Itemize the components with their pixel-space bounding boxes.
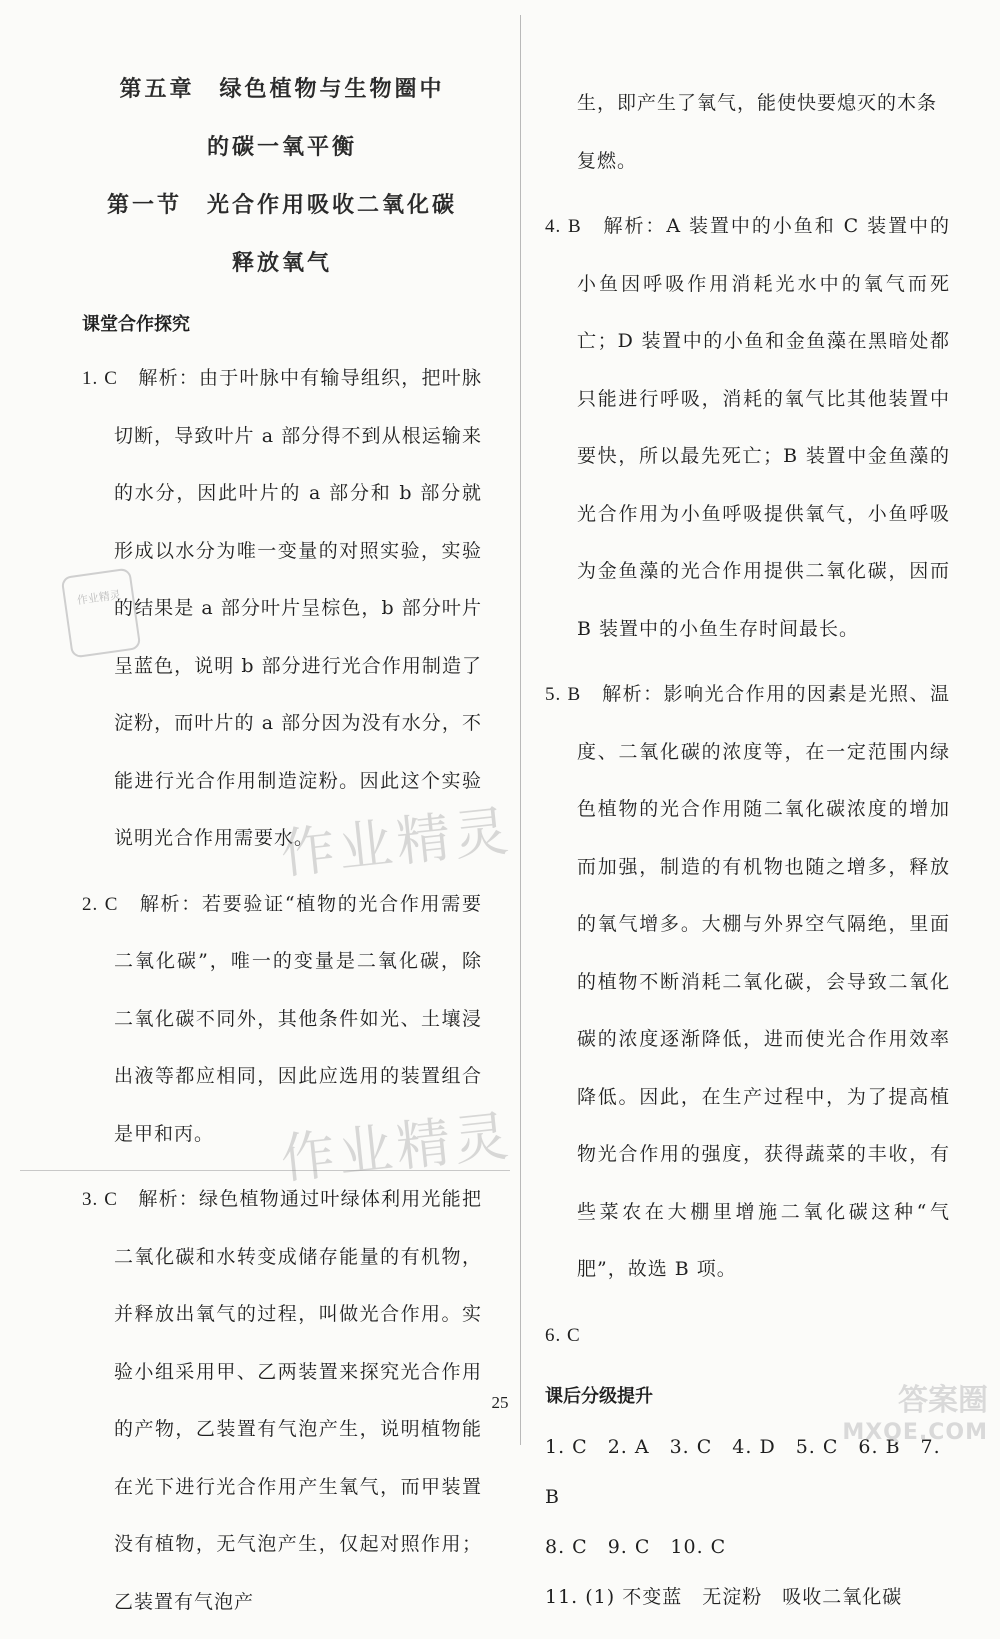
item-text: 解析：影响光合作用的因素是光照、温度、二氧化碳的浓度等，在一定范围内绿色植物的光合作用随二氧化碳浓度的增加而加强，制造的有机物也随之增多，释放的氧气增多。大棚与外界空气隔绝，里面的植物不断消耗二氧化碳，会导致二氧化碳的浓度逐渐降低，进而使光合作用效率降低。因此，在生产过程中，为了提高植物光合作用的强度，获得蔬菜的丰收，有些菜农在大棚里增施二氧化碳这种“气肥”，故选 B 项。 bbox=[577, 683, 950, 1280]
chapter-title-line2: 的碳一氧平衡 bbox=[206, 134, 357, 160]
item-number: 5. B bbox=[545, 684, 582, 705]
section-title-line2: 释放氧气 bbox=[231, 250, 332, 276]
item-number: 4. B bbox=[545, 216, 582, 237]
answer-item-5 bbox=[545, 666, 950, 1299]
section-title-line1: 第一节 光合作用吸收二氧化碳 bbox=[106, 192, 457, 218]
section-heading-after-class: 课后分级提升 bbox=[545, 1386, 653, 1407]
item-text: 解析：由于叶脉中有输导组织，把叶脉切断，导致叶片 a 部分得不到从根运输来的水分，因此叶片的 a 部分和 b 部分就形成以水分为唯一变量的对照实验，实验的结果是 a 部分叶片呈棕色，b 部分叶片呈蓝色，说明 b 部分进行光合作用制造了淀粉，而叶片的 a 部分因为没有水分，不能进行光合作用制造淀粉。因此这个实验说明光合作用需要水。 bbox=[114, 367, 482, 849]
answer-item-3-continuation: 生，即产生了氧气，能使快要熄灭的木条复燃。 bbox=[577, 92, 938, 172]
chapter-title-line1: 第五章 绿色植物与生物圈中 bbox=[119, 76, 445, 102]
watermark-text: 作业精灵 bbox=[277, 799, 516, 886]
item-text: 解析：A 装置中的小鱼和 C 装置中的小鱼因呼吸作用消耗光水中的氧气而死亡；D 装置中的小鱼和金鱼藻在黑暗处都只能进行呼吸，消耗的氧气比其他装置中要快，所以最先死亡；B 装置中金鱼藻的光合作用为小鱼呼吸提供氧气，小鱼呼吸为金鱼藻的光合作用提供二氧化碳，因而 B 装置中的小鱼生存时间最长。 bbox=[577, 215, 950, 640]
item-number: 6. C bbox=[545, 1324, 581, 1346]
item-text: 解析：绿色植物通过叶绿体利用光能把二氧化碳和水转变成储存能量的有机物，并释放出氧气的过程，叫做光合作用。实验小组采用甲、乙两装置来探究光合作用的产物，乙装置有气泡产生，说明植物能在光下进行光合作用产生氧气，而甲装置没有植物，无气泡产生，仅起对照作用；乙装置有气泡产 bbox=[114, 1188, 482, 1613]
item-number: 1. C bbox=[82, 368, 118, 389]
item-number: 2. C bbox=[82, 893, 119, 915]
answer-key-line3: 11. (1) 不变蓝 无淀粉 吸收二氧化碳 bbox=[545, 1586, 903, 1608]
page-number: 25 bbox=[491, 1393, 509, 1412]
answer-key-line2: 8. C 9. C 10. C bbox=[545, 1536, 727, 1558]
item-number: 3. C bbox=[82, 1189, 118, 1210]
answer-item-1 bbox=[82, 350, 482, 868]
answer-item-4 bbox=[545, 198, 950, 658]
watermark-text: 作业精灵 bbox=[277, 1104, 516, 1191]
site-logo-watermark bbox=[842, 1385, 988, 1449]
logo-text: 答案圈 bbox=[898, 1383, 988, 1418]
item-text: 解析：若要验证“植物的光合作用需要二氧化碳”，唯一的变量是二氧化碳，除二氧化碳不同外，其他条件如光、土壤浸出液等都应相同，因此应选用的装置组合是甲和丙。 bbox=[114, 892, 482, 1145]
answer-key-line1: 1. C 2. A 3. C 4. D 5. C 6. B 7. B bbox=[545, 1436, 941, 1508]
section-heading-class-inquiry: 课堂合作探究 bbox=[82, 314, 190, 335]
answer-item-6 bbox=[545, 1307, 950, 1365]
stamp-text: 作业精灵 bbox=[76, 588, 122, 608]
column-divider bbox=[520, 15, 521, 1445]
watermark-stamp bbox=[61, 568, 142, 659]
logo-url: MXQE.COM bbox=[842, 1420, 988, 1445]
